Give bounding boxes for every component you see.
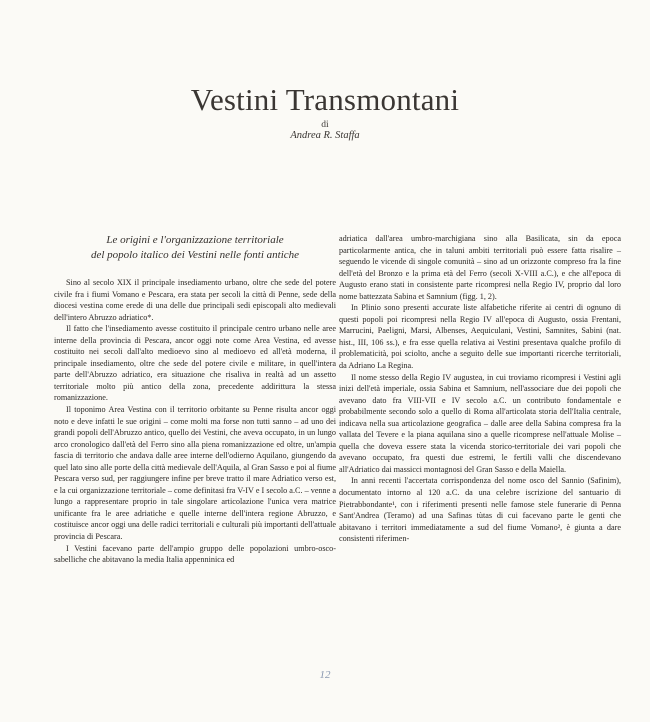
section-title-line-1: Le origini e l'organizzazione territoriale [106,234,284,246]
paragraph: Sino al secolo XIX il principale insediamento urbano, oltre che sede del potere civile fra i fiumi Vomano e Pescara, era stata per secoli la città di Penne, sede della diocesi vestina come erede di una delle due principali sedi episcopali alto medievali dell'intero Abruzzo adriatico*. [54,278,336,322]
paragraph: I Vestini facevano parte dell'ampio gruppo delle popolazioni umbro-osco-sabelliche che abitavano la media Italia appenninica ed [54,543,336,565]
author-name: Andrea R. Staffa [290,130,360,141]
left-column [54,233,336,566]
section-title [54,233,336,263]
section-title-line-2: del popolo italico dei Vestini nelle fonti antiche [90,249,300,261]
byline-di: di [321,120,329,130]
right-column [339,233,621,545]
paragraph: Il toponimo Area Vestina con il territorio orbitante su Penne risulta ancor oggi noto e deve infatti le sue origini – come molti ma forse non tutti sanno – ad uno dei grandi popoli dell'Abruzzo antico, quello dei Vestini, che aveva occupato, in un lungo arco cronologico dall'età del Ferro sino alla piena romanizzazione ed oltre, un'ampia fascia di territorio che andava dalle aree interne dell'odierno Aquilano, giungendo da quel lato sino alle porte della città medievale dell'Aquila, al Gran Sasso e poi al fiume Pescara verso sud, per raggiungere infine per breve tratto il mare Adriatico verso est, e la cui organizzazione territoriale – come definitasi fra V-IV e I secolo a.C. – venne a lungo a rappresentare proprio in tale singolare articolazione l'unica vera matrice unificante fra le aree adriatiche e quelle interne dell'intera regione Abruzzo, e costituisce ancor oggi una delle radici territoriali e culturali più importanti dell'attuale provincia di Pescara. [54,405,336,542]
paragraph: Il nome stesso della Regio IV augustea, in cui troviamo ricompresi i Vestini agli inizi dell'età imperiale, ossia Sabina et Samnium, nell'associare due dei popoli che avevano dato fra VIII-VII e IV secolo a.C. un contributo fondamentale e probabilmente secondo solo a quello di Roma all'articolata storia dell'Italia centrale, indicava nella sua articolazione geografica – dalle aree della Sabina compresa fra la vallata del Tevere e la piana aquilana sino a quelle ricomprese nell'attuale Molise – quella che doveva essere stata la vicenda storico-territoriale dei vari popoli che avevano occupato, fra questi due estremi, le fertili valli che discendevano all'Adriatico dai massicci montagnosi del Gran Sasso e della Maiella. [339,372,621,474]
page-number: 12 [319,669,331,681]
paragraph: adriatica dall'area umbro-marchigiana sino alla Basilicata, sin da epoca particolarmente antica, che in taluni ambiti territoriali può essere fatta risalire – seguendo le vicende di singole comunità – sino ad un orizzonte compreso fra la fine dell'età del Bronzo e la prima età del Ferro (secoli X-VIII a.C.), e che all'epoca di Augusto erano stati in consistente parte ricompresi nella Regio IV, proprio dal loro nome battezzata Sabina et Samnium (figg. 1, 2). [339,234,621,301]
page-title: Vestini Transmontani [190,82,460,117]
paragraph: Il fatto che l'insediamento avesse costituito il principale centro urbano nelle aree interne della provincia di Pescara, ancor oggi note come Area Vestina, ed avesse costituito nei secoli dall'alto medioevo sino al medioevo ed all'età moderna, il principale insediamento, oltre che sede del potere civile e militare, in quell'intera parte dell'Abruzzo adriatico, era situazione che risaliva in realtà ad un assetto territoriale molto più antico della zona, precedente addirittura la stessa romanizzazione. [54,324,336,403]
paragraph: In Plinio sono presenti accurate liste alfabetiche riferite ai centri di ognuno di questi popoli poi ricompresi nella Regio IV all'epoca di Augusto, ossia Frentani, Marrucini, Paeligni, Marsi, Albenses, Aequiculani, Vestini, Samnites, Sabini (nat. hist., III, 106 ss.), e fra esse quella relativa ai Vestini presentava qualche profilo di problematicità, poi sciolto, anche a seguito delle sue importanti ricerche territoriali, da Adriano La Regina. [339,303,621,371]
paragraph: In anni recenti l'accertata corrispondenza del nome osco del Sannio (Safinim), documentato intorno al 120 a.C. da una celebre iscrizione del santuario di Pietrabbondante¹, con i riferimenti presenti nelle famose stele funerarie di Penna Sant'Andrea (Teramo) ad una Safinas tùtas di cui facevano parte le genti che abitavano i territori immediatamente a sud del fiume Vomano², è giunta a dare consistenti riferimen- [339,476,621,544]
